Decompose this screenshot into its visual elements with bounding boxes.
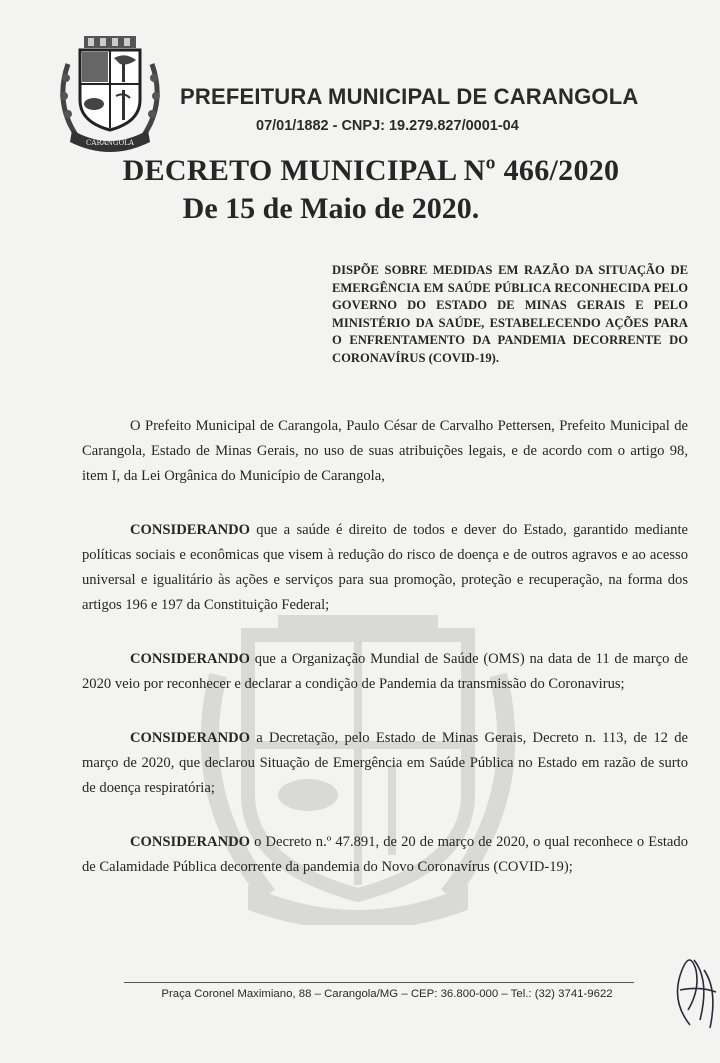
- consideration-text: o Decreto n.º 47.891, de 20 de março de 2020, o qual reconhece o Estado de Calamidade Pública decorrente da pandemia do Novo Coronavírus (COVID-19);: [82, 834, 688, 875]
- decree-body: [82, 414, 688, 909]
- consideration-paragraph: [82, 726, 688, 801]
- decree-date: De 15 de Maio de 2020.: [182, 192, 480, 225]
- footer-divider: [124, 982, 634, 983]
- preamble-paragraph: O Prefeito Municipal de Carangola, Paulo César de Carvalho Pettersen, Prefeito Municipal de Carangola, Estado de Minas Gerais, no uso de suas atribuições legais, e de acordo com o artigo 98, item I, da Lei Orgânica do Município de Carangola,: [82, 418, 688, 484]
- footer-address: Praça Coronel Maximiano, 88 – Carangola/MG – CEP: 36.800-000 – Tel.: (32) 3741-9622: [161, 988, 613, 1000]
- decree-title: DECRETO MUNICIPAL Nº 466/2020: [122, 154, 620, 187]
- organization-name: PREFEITURA MUNICIPAL DE CARANGOLA: [180, 84, 639, 109]
- consideration-paragraph: [82, 647, 688, 697]
- consideration-text: que a saúde é direito de todos e dever do Estado, garantido mediante políticas sociais e econômicas que visem à redução do risco de doença e de outros agravos e ao acesso universal e igualitário às ações e serviços para sua promoção, proteção e recuperação, na forma dos artigos 196 e 197 da Constituição Federal;: [82, 522, 688, 613]
- decree-summary: DISPÕE SOBRE MEDIDAS EM RAZÃO DA SITUAÇÃO DE EMERGÊNCIA EM SAÚDE PÚBLICA RECONHECIDA PELO GOVERNO DO ESTADO DE MINAS GERAIS E PELO MINISTÉRIO DA SAÚDE, ESTABELECENDO AÇÕES PARA O ENFRENTAMENTO DA PANDEMIA DECORRENTE DO CORONAVÍRUS (COVID-19).: [332, 263, 688, 365]
- consideration-text: que a Organização Mundial de Saúde (OMS) na data de 11 de março de 2020 veio por reconhecer e declarar a condição de Pandemia da transmissão do Coronavirus;: [82, 651, 688, 692]
- crest-banner-text: CARANGOLA: [86, 139, 134, 147]
- consideration-keyword: CONSIDERANDO: [130, 522, 251, 538]
- consideration-keyword: CONSIDERANDO: [130, 834, 251, 850]
- consideration-paragraph: [82, 830, 688, 880]
- consideration-paragraph: [82, 518, 688, 618]
- consideration-text: a Decretação, pelo Estado de Minas Gerais, Decreto n. 113, de 12 de março de 2020, que declarou Situação de Emergência em Saúde Pública no Estado em razão de surto de doença respiratória;: [82, 730, 688, 796]
- consideration-keyword: CONSIDERANDO: [130, 651, 251, 667]
- organization-founding-cnpj: 07/01/1882 - CNPJ: 19.279.827/0001-04: [256, 118, 519, 134]
- handwritten-initials-icon: [660, 940, 720, 1030]
- municipal-crest-icon: [54, 34, 166, 152]
- consideration-keyword: CONSIDERANDO: [130, 730, 251, 746]
